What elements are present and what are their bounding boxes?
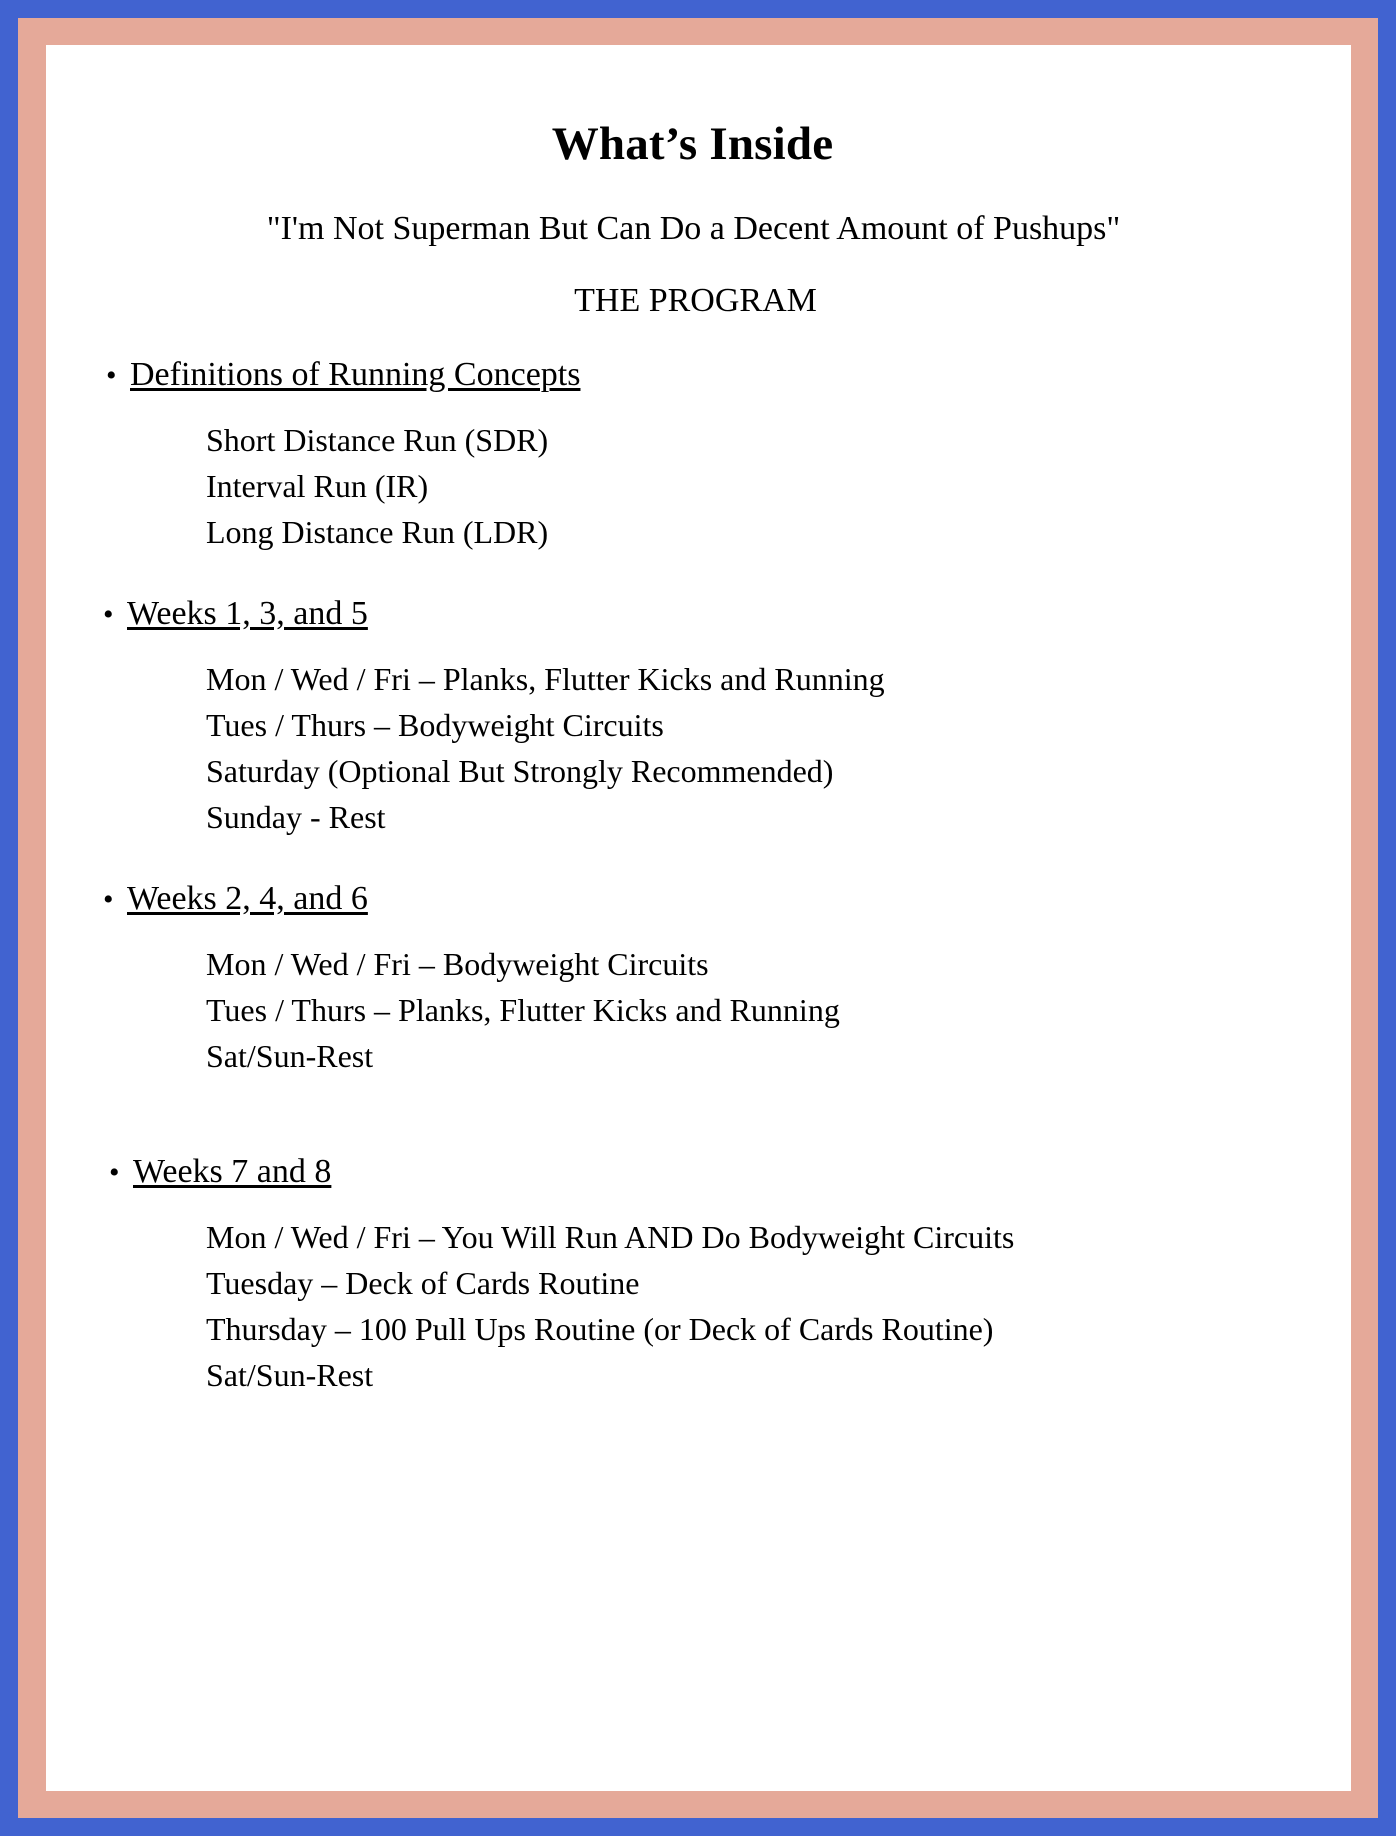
section-item-list bbox=[109, 1214, 1351, 1398]
bullet-icon: • bbox=[103, 598, 114, 631]
list-item: Interval Run (IR) bbox=[206, 468, 429, 504]
list-item: Mon / Wed / Fri – You Will Run AND Do Bodyweight Circuits bbox=[206, 1219, 1015, 1255]
list-item: Thursday – 100 Pull Ups Routine (or Deck of Cards Routine) bbox=[206, 1311, 994, 1347]
list-item: Mon / Wed / Fri – Bodyweight Circuits bbox=[206, 946, 709, 982]
section-heading-label: Weeks 1, 3, and 5 bbox=[127, 595, 368, 632]
section-definitions-of-running-concepts bbox=[46, 358, 1351, 555]
bullet-icon: • bbox=[106, 359, 117, 392]
list-item: Mon / Wed / Fri – Planks, Flutter Kicks and Running bbox=[206, 661, 885, 697]
list-item: Saturday (Optional But Strongly Recommended) bbox=[206, 753, 834, 789]
inner-border-frame bbox=[18, 18, 1378, 1818]
section-heading bbox=[106, 358, 1351, 392]
bullet-icon: • bbox=[103, 883, 114, 916]
section-weeks-1-3-and-5 bbox=[46, 597, 1351, 840]
bullet-icon: • bbox=[109, 1156, 120, 1189]
section-heading-label: Weeks 2, 4, and 6 bbox=[127, 880, 368, 917]
section-item-list bbox=[106, 417, 1351, 555]
section-heading bbox=[103, 597, 1351, 631]
section-item-list bbox=[103, 941, 1351, 1079]
list-item: Short Distance Run (SDR) bbox=[206, 422, 549, 458]
page-title: What’s Inside bbox=[551, 118, 834, 170]
list-item: Long Distance Run (LDR) bbox=[206, 514, 549, 550]
page-sheet bbox=[46, 45, 1351, 1791]
list-item: Sunday - Rest bbox=[206, 799, 386, 835]
list-item: Tuesday – Deck of Cards Routine bbox=[206, 1265, 640, 1301]
section-item-list bbox=[103, 656, 1351, 840]
list-item: Sat/Sun-Rest bbox=[206, 1038, 374, 1074]
page-content bbox=[46, 45, 1351, 1398]
page-subtitle: "I'm Not Superman But Can Do a Decent Amount of Pushups" bbox=[266, 210, 1121, 247]
section-heading bbox=[109, 1155, 1351, 1189]
list-item: Tues / Thurs – Planks, Flutter Kicks and Running bbox=[206, 992, 840, 1028]
list-item: Tues / Thurs – Bodyweight Circuits bbox=[206, 707, 664, 743]
program-heading: THE PROGRAM bbox=[574, 282, 817, 319]
section-heading-label: Weeks 7 and 8 bbox=[133, 1153, 332, 1190]
section-heading bbox=[103, 882, 1351, 916]
section-weeks-7-and-8 bbox=[46, 1155, 1351, 1398]
list-item: Sat/Sun-Rest bbox=[206, 1357, 374, 1393]
section-heading-label: Definitions of Running Concepts bbox=[130, 356, 581, 393]
section-weeks-2-4-and-6 bbox=[46, 882, 1351, 1079]
